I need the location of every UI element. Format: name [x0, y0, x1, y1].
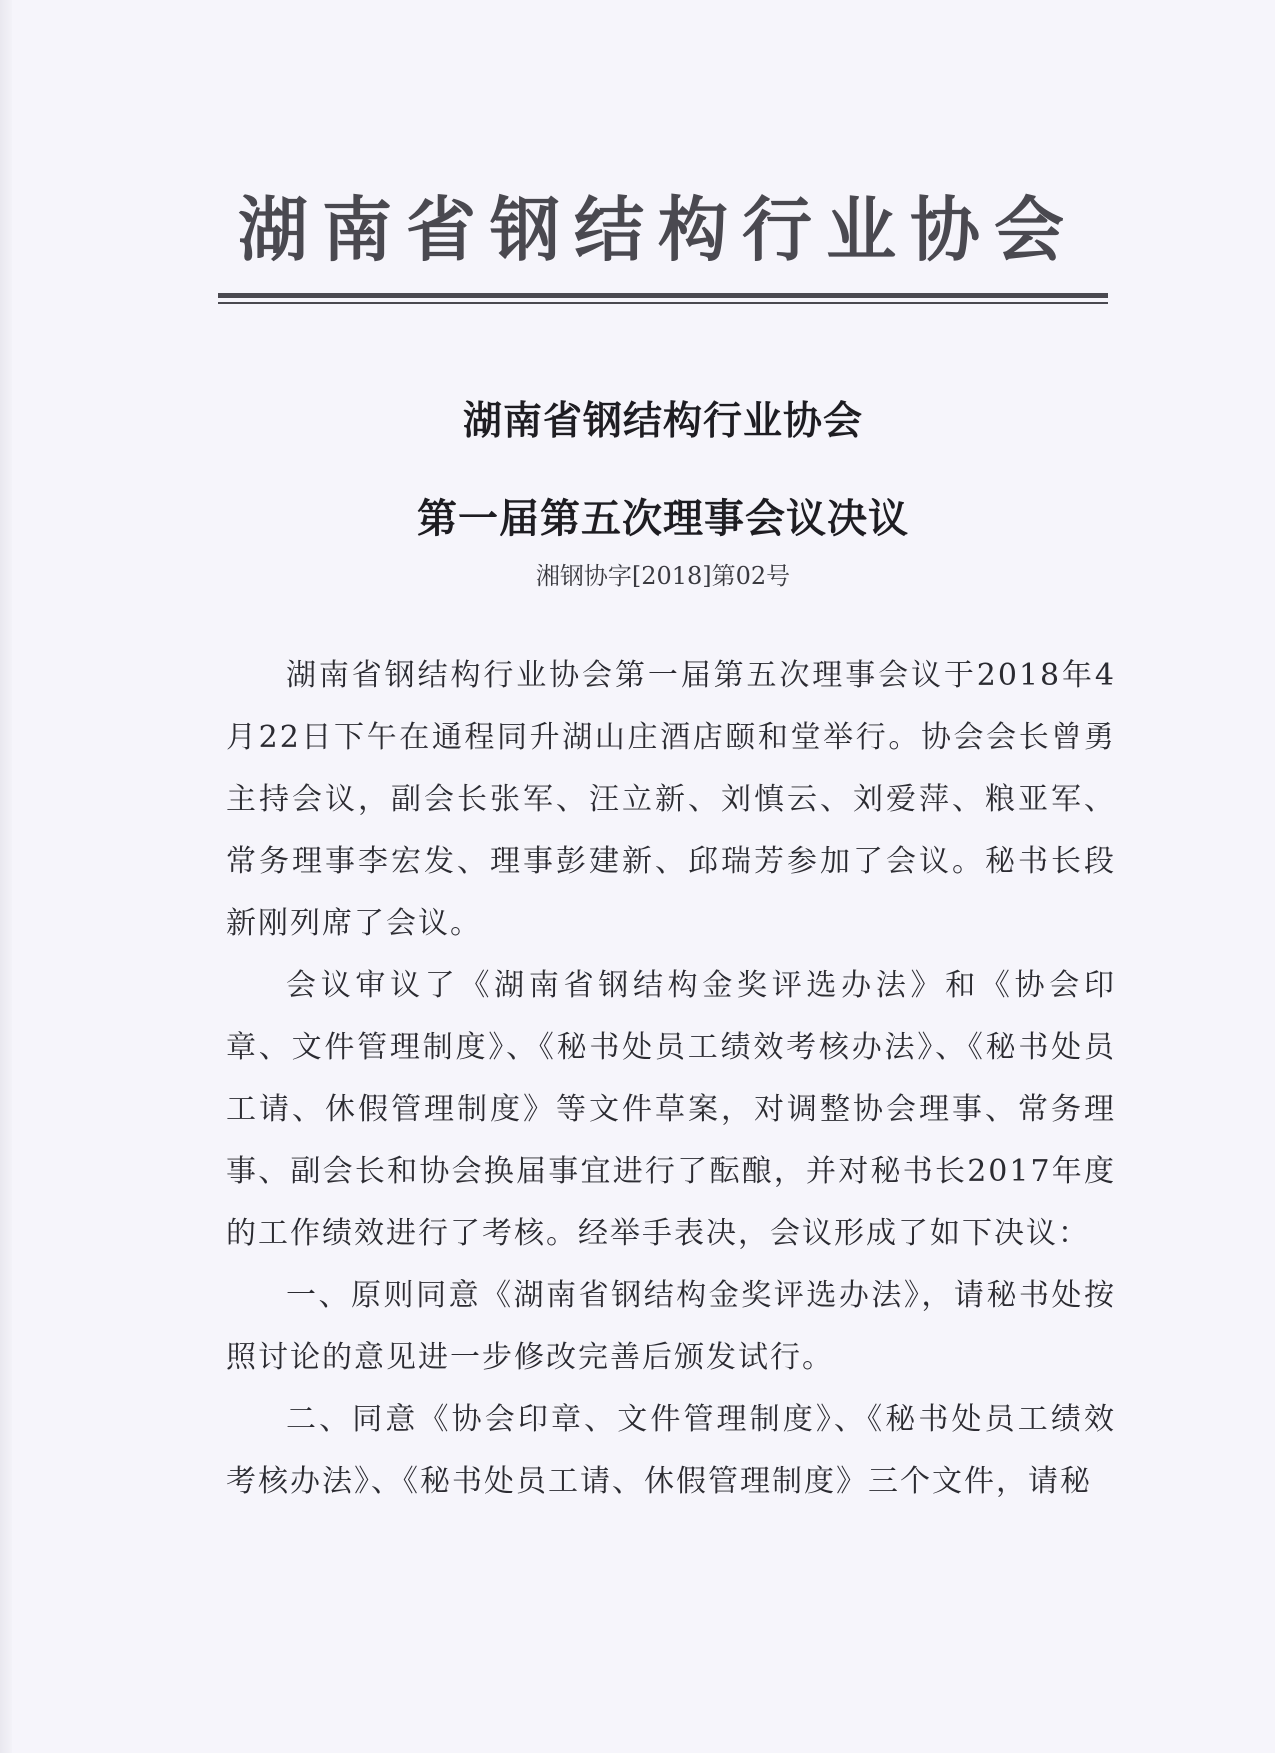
paragraph-resolution-2: 二、同意《协会印章、文件管理制度》、《秘书处员工绩效考核办法》、《秘书处员工请、休假管理制度》三个文件，请秘 — [226, 1402, 1116, 1499]
paragraph-resolution-1: 一、原则同意《湖南省钢结构金奖评选办法》，请秘书处按照讨论的意见进一步修改完善后颁发试行。 — [226, 1278, 1116, 1375]
masthead-title: 湖南省钢结构行业协会 — [238, 189, 1078, 271]
document-number: 湘钢协字[2018]第02号 — [535, 562, 791, 590]
masthead-rule-thick — [218, 293, 1108, 298]
page-edge-shadow — [0, 0, 12, 1753]
masthead-rule-thin — [218, 302, 1108, 304]
document-title-line1: 湖南省钢结构行业协会 — [462, 399, 863, 444]
paragraph-review: 会议审议了《湖南省钢结构金奖评选办法》和《协会印章、文件管理制度》、《秘书处员工绩效考核办法》、《秘书处员工请、休假管理制度》等文件草案，对调整协会理事、常务理事、副会长和协会换届事宜进行了酝酿，并对秘书长2017年度的工作绩效进行了考核。经举手表决，会议形成了如下决议： — [226, 968, 1116, 1251]
document-body — [226, 645, 1116, 1513]
document-title-line2: 第一届第五次理事会议决议 — [417, 496, 909, 542]
paragraph-meeting-info: 湖南省钢结构行业协会第一届第五次理事会议于2018年4月22日下午在通程同升湖山庄酒店颐和堂举行。协会会长曾勇主持会议，副会长张军、汪立新、刘慎云、刘爱萍、粮亚军、常务理事李宏发、理事彭建新、邱瑞芳参加了会议。秘书长段新刚列席了会议。 — [226, 658, 1116, 941]
